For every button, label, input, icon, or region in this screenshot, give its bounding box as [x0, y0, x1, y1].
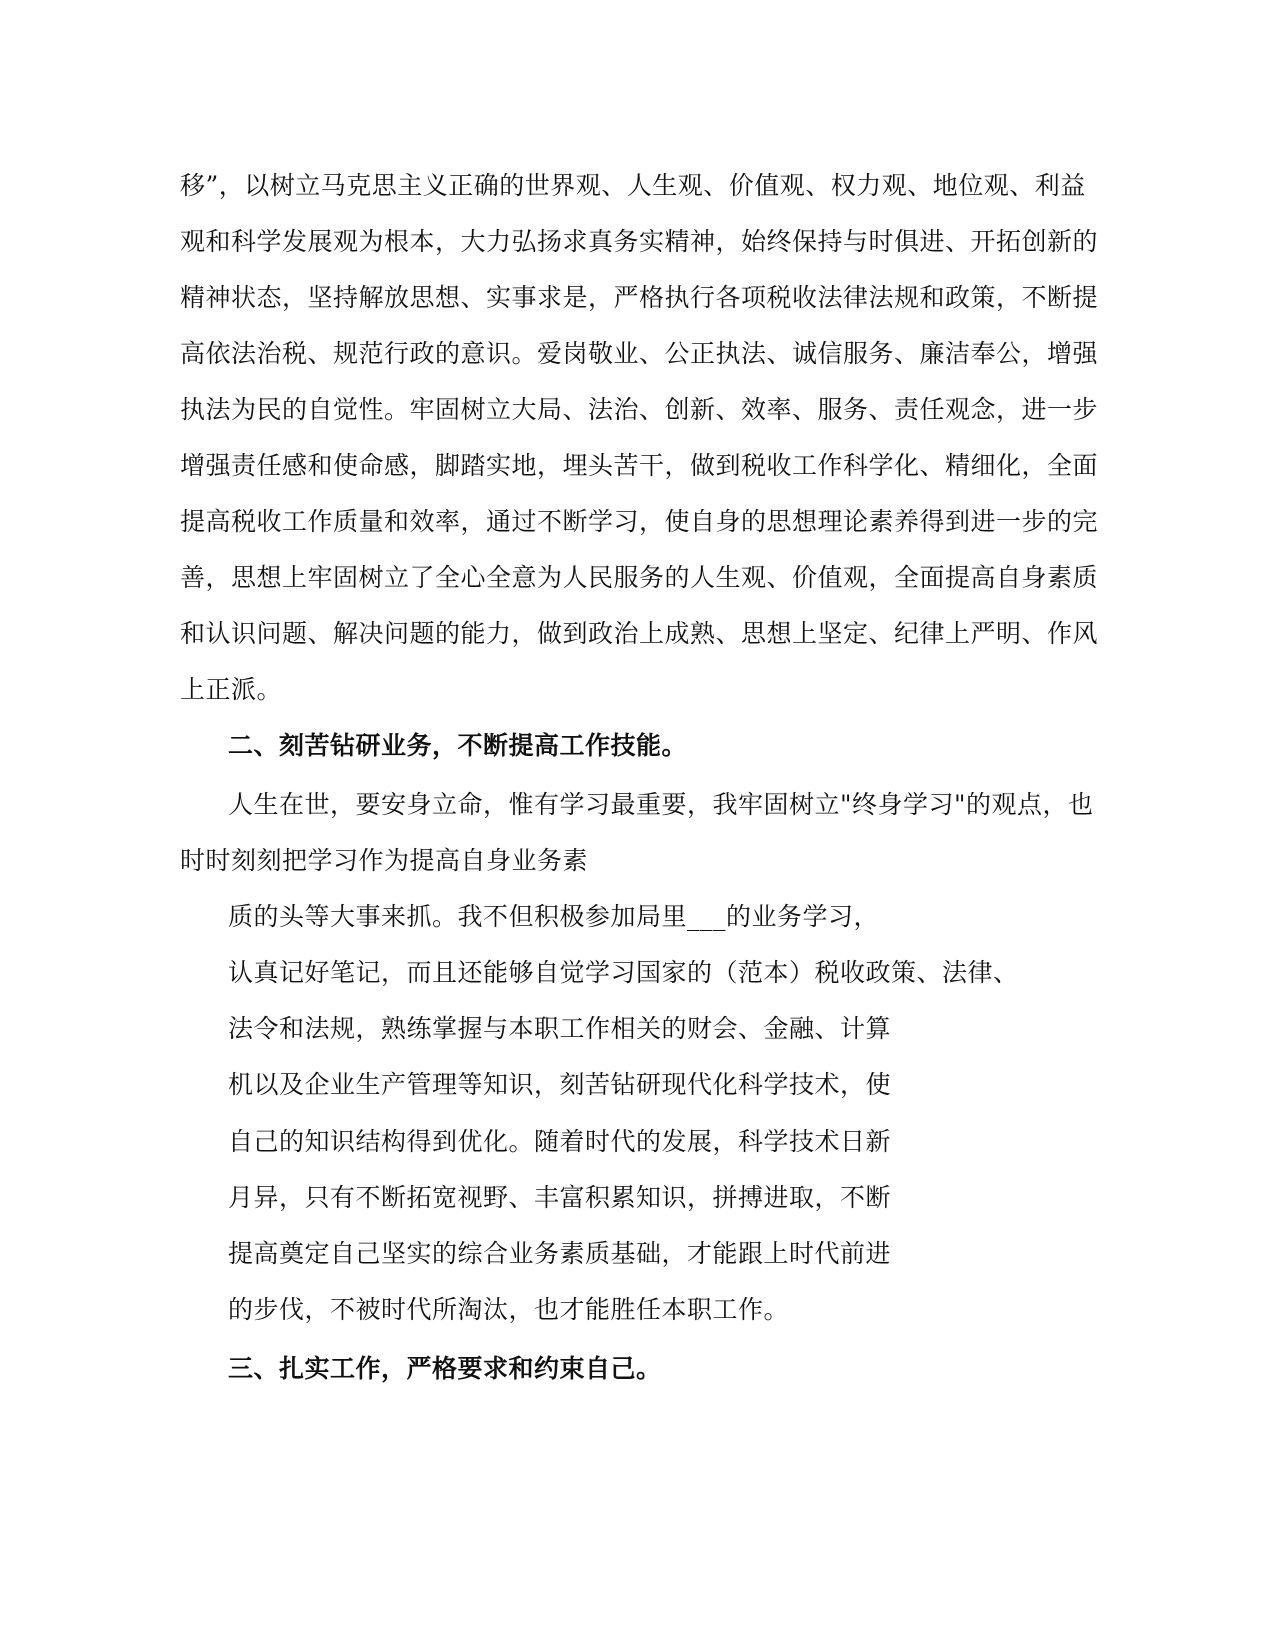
body-text-line: 上正派。 [180, 675, 283, 704]
body-text-line: 观和科学发展观为根本，大力弘扬求真务实精神，始终保持与时俱进、开拓创新的 [180, 227, 1099, 256]
body-text-line: 机以及企业生产管理等知识，刻苦钻研现代化科学技术，使 [228, 1070, 892, 1099]
body-text-line: 的步伐，不被时代所淘汰，也才能胜任本职工作。 [228, 1295, 790, 1324]
body-text-line: 法令和法规，熟练掌握与本职工作相关的财会、金融、计算 [228, 1014, 892, 1043]
body-text-line: 月异，只有不断拓宽视野、丰富积累知识，拼搏进取，不断 [228, 1183, 892, 1212]
body-text-line: 提高税收工作质量和效率，通过不断学习，使自身的思想理论素养得到进一步的完 [180, 507, 1099, 536]
body-text-line: 精神状态，坚持解放思想、实事求是，严格执行各项税收法律法规和政策，不断提 [180, 283, 1099, 312]
body-text-line: 时时刻刻把学习作为提高自身业务素 [180, 846, 589, 875]
body-text-line: 人生在世，要安身立命，惟有学习最重要，我牢固树立"终身学习"的观点，也 [228, 790, 1094, 819]
section-heading: 三、扎实工作，严格要求和约束自己。 [228, 1354, 662, 1383]
body-text-line: 善，思想上牢固树立了全心全意为人民服务的人生观、价值观，全面提高自身素质 [180, 563, 1099, 592]
body-text-line: 高依法治税、规范行政的意识。爱岗敬业、公正执法、诚信服务、廉洁奉公，增强 [180, 339, 1099, 368]
body-text-line: 增强责任感和使命感，脚踏实地，埋头苦干，做到税收工作科学化、精细化，全面 [180, 451, 1099, 480]
body-text-line: 认真记好笔记，而且还能够自觉学习国家的（范本）税收政策、法律、 [228, 958, 1019, 987]
body-text-line: 和认识问题、解决问题的能力，做到政治上成熟、思想上坚定、纪律上严明、作风 [180, 619, 1099, 648]
body-text-line: 提高奠定自己坚实的综合业务素质基础，才能跟上时代前进 [228, 1239, 892, 1268]
body-text-line: 自己的知识结构得到优化。随着时代的发展，科学技术日新 [228, 1127, 892, 1156]
body-text-line: 质的头等大事来抓。我不但积极参加局里___的业务学习， [228, 902, 880, 931]
section-heading: 二、刻苦钻研业务，不断提高工作技能。 [228, 731, 688, 760]
body-text-line: 执法为民的自觉性。牢固树立大局、法治、创新、效率、服务、责任观念，进一步 [180, 395, 1099, 424]
body-text-line: 移”，以树立马克思主义正确的世界观、人生观、价值观、权力观、地位观、利益 [180, 171, 1086, 200]
